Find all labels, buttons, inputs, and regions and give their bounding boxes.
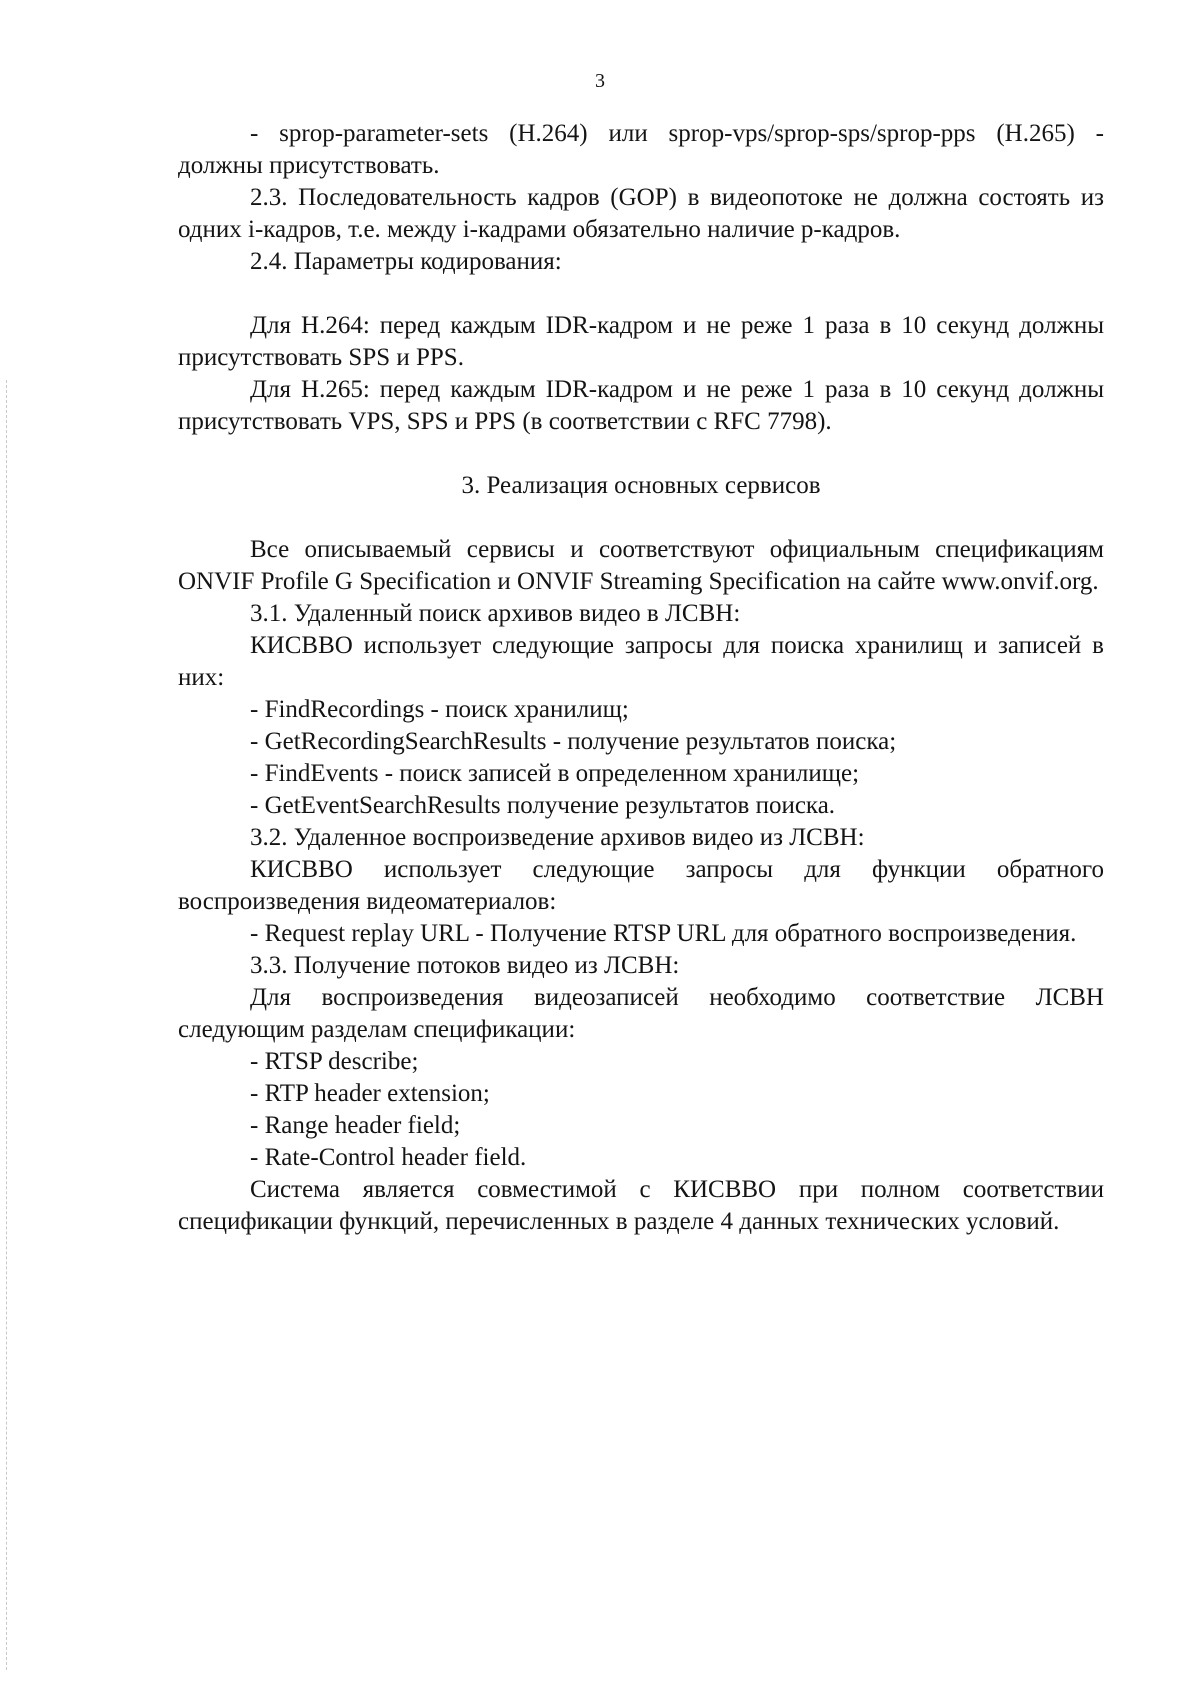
list-item: - RTSP describe;: [250, 1048, 419, 1075]
document-body: [178, 118, 1104, 1238]
list-item: - RTP header extension;: [250, 1080, 490, 1107]
paragraph: 3.1. Удаленный поиск архивов видео в ЛСВН:: [250, 600, 741, 627]
paragraph: Для H.264: перед каждым IDR-кадром и не реже 1 раза в 10 секунд должны присутствовать SPS и PPS.: [178, 312, 1104, 371]
paragraph-spacer: [178, 278, 1104, 310]
scan-edge-artifact: [6, 380, 7, 1670]
list-item: - FindEvents - поиск записей в определенном хранилище;: [250, 760, 860, 787]
paragraph: - sprop-parameter-sets (H.264) или sprop-vps/sprop-sps/sprop-pps (H.265) - должны присутствовать.: [178, 120, 1104, 179]
paragraph-spacer: [178, 438, 1104, 470]
paragraph: Все описываемый сервисы и соответствуют официальным спецификациям ONVIF Profile G Specification и ONVIF Streaming Specification на сайте www.onvif.org.: [178, 536, 1104, 595]
paragraph: 3.2. Удаленное воспроизведение архивов видео из ЛСВН:: [250, 824, 865, 851]
list-item: - Rate-Control header field.: [250, 1144, 527, 1171]
paragraph: Для воспроизведения видеозаписей необходимо соответствие ЛСВН следующим разделам спецификации:: [178, 984, 1104, 1043]
paragraph: 3.3. Получение потоков видео из ЛСВН:: [250, 952, 680, 979]
page-number: 3: [595, 70, 605, 92]
list-item: - GetRecordingSearchResults - получение результатов поиска;: [250, 728, 897, 755]
paragraph: 2.3. Последовательность кадров (GOP) в видеопотоке не должна состоять из одних i-кадров, т.е. между i-кадрами обязательно наличие р-кадров.: [178, 184, 1104, 243]
paragraph: КИСВВО использует следующие запросы для поиска хранилищ и записей в них:: [178, 632, 1104, 691]
section-heading: 3. Реализация основных сервисов: [461, 472, 821, 499]
paragraph: Для H.265: перед каждым IDR-кадром и не реже 1 раза в 10 секунд должны присутствовать VPS, SPS и PPS (в соответствии с RFC 7798).: [178, 376, 1104, 435]
paragraph: Система является совместимой с КИСВВО при полном соответствии спецификации функций, перечисленных в разделе 4 данных технических условий.: [178, 1176, 1104, 1235]
paragraph-spacer: [178, 502, 1104, 534]
paragraph: КИСВВО использует следующие запросы для функции обратного воспроизведения видеоматериалов:: [178, 856, 1104, 915]
list-item: - GetEventSearchResults получение результатов поиска.: [250, 792, 836, 819]
list-item: - FindRecordings - поиск хранилищ;: [250, 696, 629, 723]
paragraph: 2.4. Параметры кодирования:: [250, 248, 562, 275]
paragraph: - Request replay URL - Получение RTSP URL для обратного воспроизведения.: [250, 920, 1077, 947]
list-item: - Range header field;: [250, 1112, 461, 1139]
